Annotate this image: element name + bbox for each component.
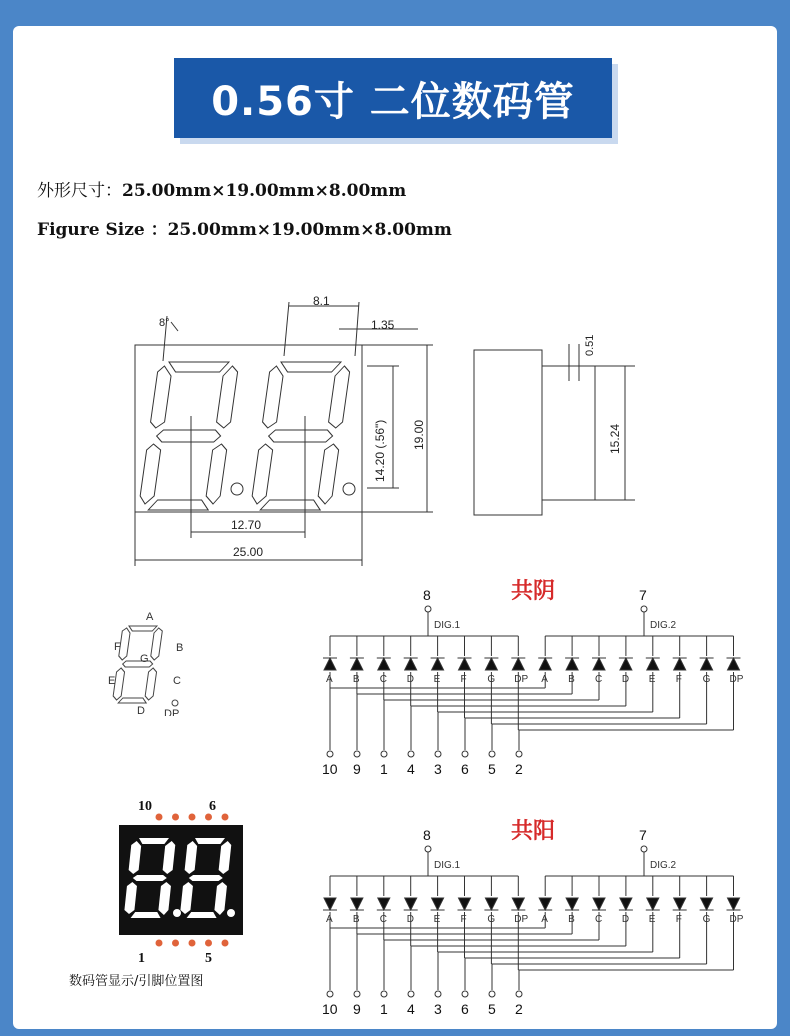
- segment-label: G: [702, 914, 711, 925]
- segment-label: D: [406, 914, 414, 925]
- pin-dot: [172, 940, 179, 947]
- pin-terminal: [516, 991, 522, 997]
- pinout-caption: 数码管显示/引脚位置图: [69, 974, 204, 989]
- pin-terminal: [489, 991, 495, 997]
- diode-e: [432, 658, 444, 670]
- diode-b: [351, 658, 363, 670]
- pin-number-10: 10: [322, 1001, 338, 1017]
- seg-label-e: E: [108, 675, 116, 687]
- spec-size-en-label: Figure Size ：: [37, 220, 168, 240]
- pin-terminal: [408, 751, 414, 757]
- pin-number-1: 1: [380, 1001, 388, 1017]
- schematic-title: 共阳: [511, 819, 556, 844]
- dim-side-top: 0.51: [584, 334, 596, 356]
- spec-sheet-card: [13, 26, 777, 1029]
- dim-pitch: 12.70: [231, 518, 262, 532]
- side-pin-block: [542, 366, 595, 500]
- lit-segment: [194, 838, 225, 844]
- seg-label-d: D: [137, 705, 145, 716]
- pin-label-bottom-left: 1: [138, 951, 145, 966]
- pin-dots-bottom: [156, 940, 229, 947]
- segment-label: F: [460, 674, 467, 685]
- segment-label: D: [621, 914, 630, 925]
- pin-dot: [156, 814, 163, 821]
- pin-label-bottom-right: 5: [205, 951, 212, 966]
- segment-label: B: [568, 674, 575, 685]
- seg-label-b: B: [176, 642, 184, 654]
- digit-2-outline: [250, 362, 351, 510]
- com-pin-7: 7: [639, 587, 647, 603]
- segment-label: DP: [729, 914, 744, 925]
- pin-number-4: 4: [407, 1001, 415, 1017]
- pin-terminal: [462, 991, 468, 997]
- spec-size-en-value: 25.00mm×19.00mm×8.00mm: [167, 220, 452, 240]
- schematic-title: 共阴: [511, 579, 556, 604]
- diode-d: [405, 898, 417, 910]
- com-pin-terminal: [425, 606, 431, 612]
- diode-b: [351, 898, 363, 910]
- pin-number-9: 9: [353, 761, 361, 777]
- pin-dot: [156, 940, 163, 947]
- segment-label: A: [326, 674, 333, 685]
- pin-label-top-right: 6: [209, 799, 216, 814]
- pin-number-5: 5: [488, 761, 496, 777]
- segment-label: B: [568, 914, 575, 925]
- pinout-display: [69, 796, 263, 1006]
- pin-terminal: [408, 991, 414, 997]
- pin-terminal: [327, 751, 333, 757]
- dig-label-1: DIG.1: [434, 860, 461, 871]
- seg-label-dp: DP: [164, 708, 180, 716]
- lit-segment: [132, 875, 167, 881]
- com-pin-8: 8: [423, 587, 431, 603]
- segment-label: F: [675, 914, 682, 925]
- lit-segment: [188, 875, 223, 881]
- pin-dots-top: [156, 814, 229, 821]
- pin-dot: [205, 814, 212, 821]
- pin-terminal: [435, 991, 441, 997]
- segment-label: B: [352, 914, 360, 925]
- dim-total-width: 25.00: [233, 545, 264, 559]
- segment-label: F: [460, 914, 467, 925]
- pin-number-6: 6: [461, 1001, 469, 1017]
- lit-segment: [138, 838, 169, 844]
- pin-terminal: [327, 991, 333, 997]
- pin-dot: [189, 940, 196, 947]
- diode-f: [674, 658, 686, 670]
- lit-segment: [131, 912, 162, 918]
- segment-label-diagram: [93, 606, 203, 716]
- common-anode-schematic: [303, 794, 773, 1024]
- diode-c: [593, 898, 605, 910]
- segment-label: D: [406, 674, 414, 685]
- pin-number-9: 9: [353, 1001, 361, 1017]
- diode-d: [620, 898, 632, 910]
- pin-terminal: [381, 751, 387, 757]
- pin-terminal: [381, 991, 387, 997]
- diode-d: [405, 658, 417, 670]
- segment-label: G: [487, 674, 496, 685]
- seg-label-g: G: [140, 653, 149, 665]
- diode-b: [566, 658, 578, 670]
- pin-terminal: [462, 751, 468, 757]
- pin-number-4: 4: [407, 761, 415, 777]
- segment-label: E: [648, 674, 656, 685]
- dim-angle: 8°: [159, 317, 170, 329]
- segment-label: A: [326, 914, 333, 925]
- diode-c: [378, 898, 390, 910]
- lit-dp-2: [227, 909, 235, 917]
- diode-e: [647, 658, 659, 670]
- pin-number-6: 6: [461, 761, 469, 777]
- diode-e: [647, 898, 659, 910]
- diode-g: [485, 898, 497, 910]
- diode-g: [701, 898, 713, 910]
- segment-label: C: [379, 674, 388, 685]
- segment-label: E: [648, 914, 656, 925]
- front-outline: [135, 345, 362, 512]
- diode-dp: [512, 898, 524, 910]
- common-cathode-schematic: [303, 554, 773, 784]
- diode-g: [701, 658, 713, 670]
- segment-label: C: [595, 914, 603, 925]
- diode-a: [539, 898, 551, 910]
- segment-label: C: [595, 674, 603, 685]
- dimension-drawing: [13, 26, 777, 586]
- dig-label-2: DIG.2: [650, 860, 677, 871]
- pin-terminal: [489, 751, 495, 757]
- com-pin-terminal: [641, 606, 647, 612]
- seg-label-c: C: [173, 675, 181, 687]
- diode-f: [459, 898, 471, 910]
- dig-label-2: DIG.2: [650, 620, 677, 631]
- diode-a: [324, 658, 336, 670]
- spec-size-cn-label: 外形尺寸：: [37, 181, 122, 201]
- seg-label-f: F: [114, 641, 121, 653]
- dim-top-width: 8.1: [313, 294, 330, 308]
- diode-d: [620, 658, 632, 670]
- dim-total-height: 19.00: [412, 419, 426, 450]
- diode-e: [432, 898, 444, 910]
- com-pin-7: 7: [639, 827, 647, 843]
- segment-label: G: [487, 914, 496, 925]
- segment-label: A: [541, 674, 548, 685]
- diode-dp: [512, 658, 524, 670]
- diode-c: [593, 658, 605, 670]
- pin-terminal: [516, 751, 522, 757]
- pin-number-3: 3: [434, 1001, 442, 1017]
- segment-label: E: [433, 674, 441, 685]
- page-title: 0.56寸 二位数码管: [211, 78, 575, 125]
- segment-label: DP: [514, 914, 529, 925]
- pin-terminal: [354, 751, 360, 757]
- pin-dot: [172, 814, 179, 821]
- diode-b: [566, 898, 578, 910]
- digit-1-dp-outline: [231, 483, 243, 495]
- pin-dot: [189, 814, 196, 821]
- diode-dp: [728, 658, 740, 670]
- dim-offset: 1.35: [371, 318, 395, 332]
- pin-dot: [222, 814, 229, 821]
- pin-number-2: 2: [515, 761, 523, 777]
- dim-digit-height: 14.20 (.56"): [373, 419, 387, 482]
- pin-dot: [205, 940, 212, 947]
- com-pin-terminal: [641, 846, 647, 852]
- segment-label: DP: [729, 674, 744, 685]
- pin-terminal: [354, 991, 360, 997]
- com-pin-8: 8: [423, 827, 431, 843]
- com-pin-terminal: [425, 846, 431, 852]
- segment-label: DP: [514, 674, 529, 685]
- seg-label-a: A: [146, 611, 154, 623]
- pin-number-10: 10: [322, 761, 338, 777]
- segment-label: B: [352, 674, 360, 685]
- diode-a: [539, 658, 551, 670]
- segment-label: E: [433, 914, 441, 925]
- digit-2-dp-outline: [343, 483, 355, 495]
- spec-size-cn-value: 25.00mm×19.00mm×8.00mm: [122, 181, 407, 201]
- pin-number-5: 5: [488, 1001, 496, 1017]
- pin-number-3: 3: [434, 761, 442, 777]
- digit-1-outline: [138, 362, 239, 510]
- pin-dot: [222, 940, 229, 947]
- pin-number-2: 2: [515, 1001, 523, 1017]
- dim-side-height: 15.24: [608, 423, 622, 454]
- diode-dp: [728, 898, 740, 910]
- segment-label: D: [621, 674, 630, 685]
- diode-a: [324, 898, 336, 910]
- pin-number-1: 1: [380, 761, 388, 777]
- side-outline: [474, 350, 542, 515]
- pin-label-top-left: 10: [138, 799, 152, 814]
- segment-label: F: [675, 674, 682, 685]
- segment-label: G: [702, 674, 711, 685]
- diode-f: [674, 898, 686, 910]
- diode-g: [485, 658, 497, 670]
- pin-terminal: [435, 751, 441, 757]
- lit-dp-1: [173, 909, 181, 917]
- dig-label-1: DIG.1: [434, 620, 461, 631]
- segment-label: C: [379, 914, 388, 925]
- segment-label: A: [541, 914, 548, 925]
- diode-c: [378, 658, 390, 670]
- lit-segment: [187, 912, 218, 918]
- diode-f: [459, 658, 471, 670]
